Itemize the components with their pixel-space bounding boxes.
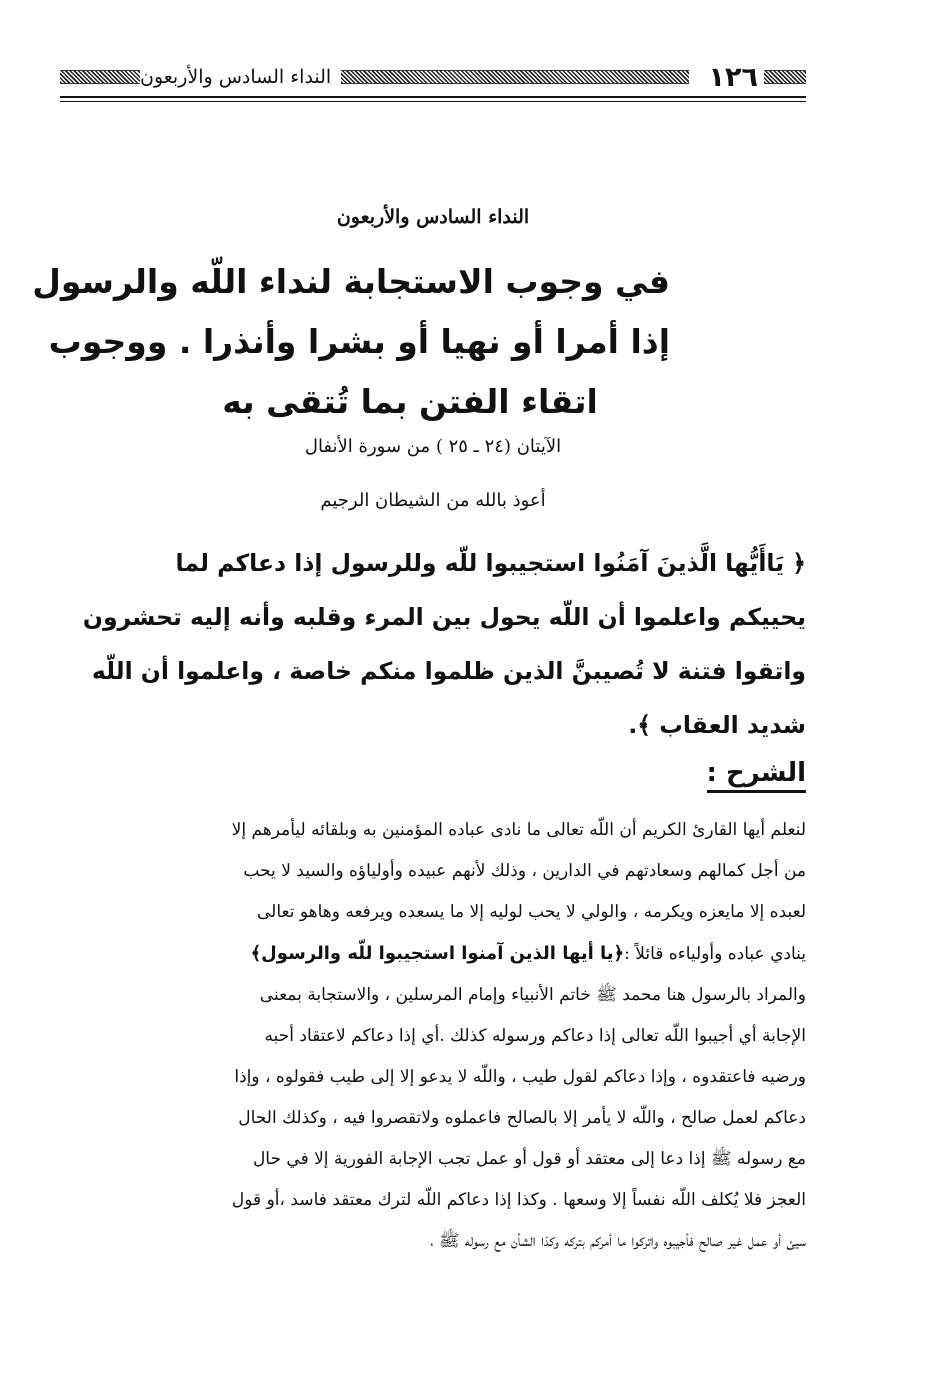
header-ornament-middle xyxy=(341,70,688,84)
explanation-line: لعبده إلا مايعزه ويكرمه ، والولي لا يحب لوليه إلا ما يسعده ويرفعه وهاهو تعالى xyxy=(256,902,806,922)
explanation-line: سيئ أو عمل غير صالح فأجيبوه واتركوا ما أمركم بتركه وكذا الشأن مع رسوله ﷺ ، xyxy=(430,1231,806,1251)
explanation-line: لنعلم أيها القارئ الكريم أن اللّه تعالى ما نادى عباده المؤمنين به وبلقائه ليأمرهم إلا xyxy=(231,820,806,840)
chapter-title-line: اتقاء الفتن بما تُتقى به xyxy=(222,382,598,421)
explanation-line: ينادي عباده وأولياءه قائلاً : xyxy=(624,944,806,964)
header-ornament-left xyxy=(60,70,140,84)
verse-line: ﴿ يَاأَيُّها الَّذينَ آمَنُوا استجيبوا للّه وللرسول إذا دعاكم لما xyxy=(175,549,806,577)
header-ornament-right xyxy=(764,70,806,84)
explanation-line-with-quote xyxy=(62,933,806,975)
page-number: ١٢٦ xyxy=(708,61,758,93)
verse-reference: الآيتان (٢٤ ـ ٢٥ ) من سورة الأنفال xyxy=(304,436,562,457)
chapter-title-line: في وجوب الاستجابة لنداء اللّه والرسول xyxy=(32,262,670,301)
running-title: النداء السادس والأربعون xyxy=(140,66,332,88)
chapter-title xyxy=(32,252,670,432)
verse-line: واتقوا فتنة لا تُصيبنَّ الذين ظلموا منكم خاصة ، واعلموا أن اللّه xyxy=(91,657,806,685)
verse-line: شديد العقاب ﴾. xyxy=(628,711,806,739)
explanation-line: ورضيه فاعتقدوه ، وإذا دعاكم لقول طيب ، واللّه لا يدعو إلا إلى طيب فقولوه ، وإذا xyxy=(234,1067,806,1087)
page-header xyxy=(60,58,806,96)
explanation-line: الإجابة أي أجيبوا اللّه تعالى إذا دعاكم ورسوله كذلك .أي إذا دعاكم لاعتقاد أحبه xyxy=(264,1026,806,1046)
section-heading-explanation: الشرح : xyxy=(707,758,807,793)
explanation-line: من أجل كمالهم وسعادتهم في الدارين ، وذلك لأنهم عبيده وأولياؤه والسيد لا يحب xyxy=(243,861,806,881)
explanation-line: دعاكم لعمل صالح ، واللّه لا يأمر إلا بالصالح فاعملوه ولاتقصروا فيه ، وكذلك الحال xyxy=(238,1108,806,1128)
quoted-verse: ﴿يا أيها الذين آمنوا استجيبوا للّه والرسول﴾ xyxy=(250,943,625,964)
call-number-heading: النداء السادس والأربعون xyxy=(336,206,530,228)
verse-line: يحييكم واعلموا أن اللّه يحول بين المرء وقلبه وأنه إليه تحشرون xyxy=(82,603,806,631)
quran-verse xyxy=(62,536,806,752)
explanation-line: العجز فلا يُكلف اللّه نفساً إلا وسعها . وكذا إذا دعاكم اللّه لترك معتقد فاسد ،أو قول xyxy=(231,1190,806,1210)
header-rule xyxy=(60,96,806,102)
istiadha-line: أعوذ بالله من الشيطان الرجيم xyxy=(320,490,546,511)
explanation-line: والمراد بالرسول هنا محمد ﷺ خاتم الأنبياء وإمام المرسلين ، والاستجابة بمعنى xyxy=(259,985,806,1005)
chapter-title-line: إذا أمرا أو نهيا أو بشرا وأنذرا . ووجوب xyxy=(48,322,670,361)
explanation-text xyxy=(62,810,806,1262)
explanation-line: مع رسوله ﷺ إذا دعا إلى معتقد أو قول أو عمل تجب الإجابة الفورية إلا في حال xyxy=(252,1149,806,1169)
